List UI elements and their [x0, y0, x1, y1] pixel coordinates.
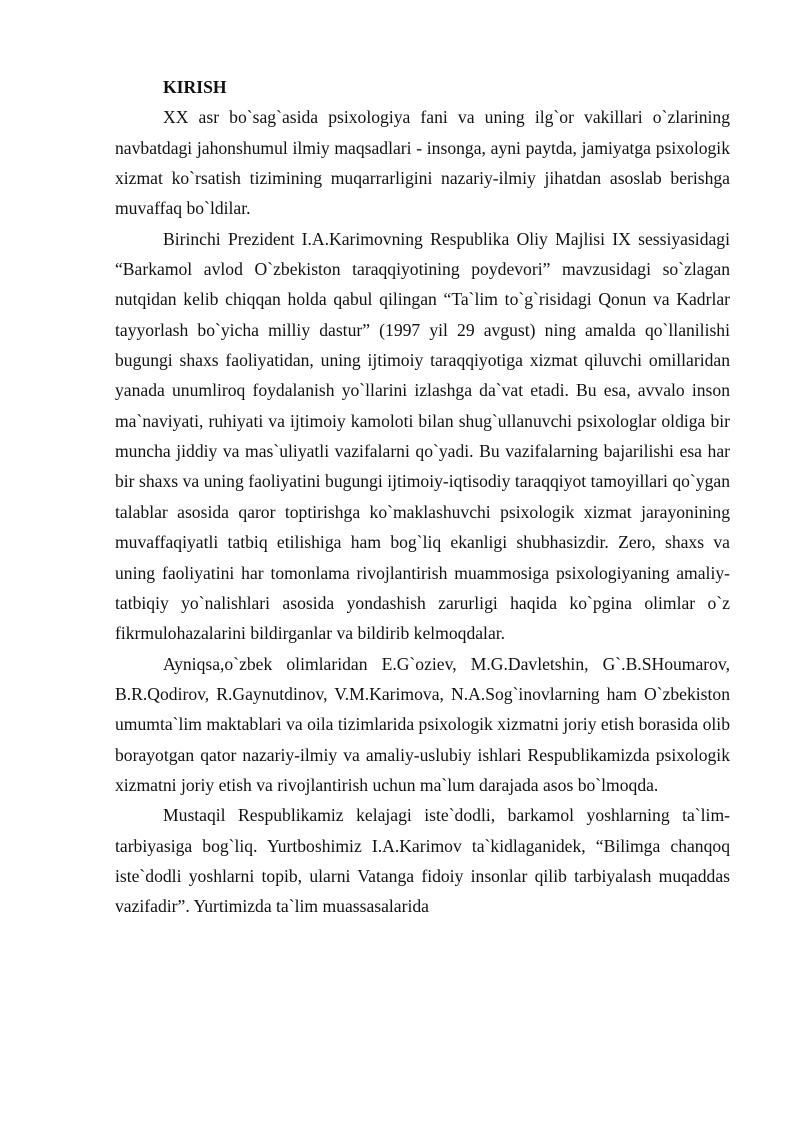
section-heading: KIRISH — [163, 77, 227, 97]
paragraph-2: Birinchi Prezident I.A.Karimovning Respublika Oliy Majlisi IX sessiyasidagi “Barkamol avlod O`zbekiston taraqqiyotining poydevori” mavzusidagi so`zlagan nutqidan kelib chiqqan holda qabul qilingan “Ta`lim to`g`risidagi Qonun va Kadrlar tayyorlash bo`yicha milliy dastur” (1997 yil 29 avgust) ning amalda qo`llanilishi bugungi shaxs faoliyatidan, uning ijtimoiy taraqqiyotiga xizmat qiluvchi omillaridan yanada unumliroq foydalanish yo`llarini izlashga da`vat etadi. Bu esa, avvalo inson ma`naviyati, ruhiyati va ijtimoiy kamoloti bilan shug`ullanuvchi psixologlar oldiga bir muncha jiddiy va mas`uliyatli vazifalarni qo`yadi. Bu vazifalarning bajarilishi esa har bir shaxs va uning faoliyatini bugungi ijtimoiy-iqtisodiy taraqqiyot tamoyillari qo`ygan talablar asosida qaror toptirishga ko`maklashuvchi psixologik xizmat jarayonining muvaffaqiyatli tatbiq etilishiga ham bog`liq ekanligi shubhasizdir. Zero, shaxs va uning faoliyatini har tomonlama rivojlantirish muammosiga psixologiyaning amaliy-tatbiqiy yo`nalishlari asosida yondashish zarurligi haqida ko`pgina olimlar o`z fikrmulohazalarini bildirganlar va bildirib kelmoqdalar. — [115, 228, 730, 644]
paragraph-4: Mustaqil Respublikamiz kelajagi iste`dodli, barkamol yoshlarning ta`lim-tarbiyasiga bog`liq. Yurtboshimiz I.A.Karimov ta`kidlaganidek, “Bilimga chanqoq iste`dodli yoshlarni topib, ularni Vatanga fidoiy insonlar qilib tarbiyalash muqaddas vazifadir”. Yurtimizda ta`lim muassasalarida — [115, 805, 730, 917]
paragraph-1: XX asr bo`sag`asida psixologiya fani va uning ilg`or vakillari o`zlarining navbatdagi jahonshumul ilmiy maqsadlari - insonga, ayni paytda, jamiyatga psixologik xizmat ko`rsatish tizimining muqarrarligini nazariy-ilmiy jihatdan asoslab berishga muvaffaq bo`ldilar. — [115, 107, 730, 219]
paragraph-3: Ayniqsa,o`zbek olimlaridan E.G`oziev, M.G.Davletshin, G`.B.SHoumarov, B.R.Qodirov, R.Gaynutdinov, V.M.Karimova, N.A.Sog`inovlarning ham O`zbekiston umumta`lim maktablari va oila tizimlarida psixologik xizmatni joriy etish borasida olib borayotgan qator nazariy-ilmiy va amaliy-uslubiy ishlari Respublikamizda psixologik xizmatni joriy etish va rivojlantirish uchun ma`lum darajada asos bo`lmoqda. — [115, 653, 730, 795]
document-page — [115, 72, 730, 922]
